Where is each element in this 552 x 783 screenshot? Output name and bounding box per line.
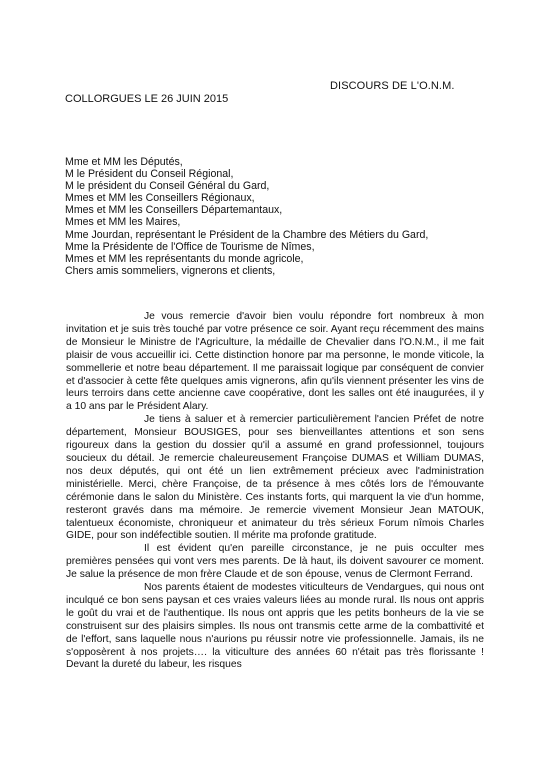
salutation-line: Mmes et MM les représentants du monde agricole, <box>65 252 304 265</box>
place-date: COLLORGUES LE 26 JUIN 2015 <box>65 93 229 105</box>
speech-title: DISCOURS DE L'O.N.M. <box>330 80 455 92</box>
salutation-line: Mmes et MM les Conseillers Régionaux, <box>65 192 255 205</box>
salutation-line: Chers amis sommeliers, vignerons et clients, <box>65 264 276 277</box>
salutation-line: Mmes et MM les Maires, <box>65 216 181 229</box>
paragraph: Je vous remercie d'avoir bien voulu répondre fort nombreux à mon invitation et je suis très touché par votre présence ce soir. Ayant reçu récemment des mains de Monsieur le Ministre de l'Agriculture, la médaille de Chevalier dans l'O.N.M., il me fait plaisir de vous accueillir ici. Cette distinction honore par ma personne, le monde viticole, la sommellerie et notre beau département. Il me paraissait logique par conséquent de convier et d'associer à cette fête quelques amis vignerons, afin qu'ils viennent présenter les vins de leurs terroirs dans cette ancienne cave coopérative, dont les salles ont été inaugurées, il y a 10 ans par le Président Alary. <box>66 311 484 413</box>
paragraph: Il est évident qu'en pareille circonstance, je ne puis occulter mes premières pensées qui vont vers mes parents. De là haut, ils doivent savourer ce moment. Je salue la présence de mon frère Claude et de son épouse, venus de Clermont Ferrand. <box>66 543 484 581</box>
salutation-line: Mme et MM les Députés, <box>65 156 183 168</box>
salutation-line: Mmes et MM les Conseillers Départemantaux, <box>65 204 283 217</box>
speech-body <box>66 311 484 672</box>
salutation-line: Mme la Présidente de l'Office de Tourisme de Nîmes, <box>65 240 315 253</box>
salutation-block <box>65 156 495 277</box>
paragraph: Je tiens à saluer et à remercier particulièrement l'ancien Préfet de notre département, Monsieur BOUSIGES, pour ses bienveillantes attentions et son sens rigoureux dans la gestion du dossier qu'il a assumé en grand professionnel, toujours soucieux du détail. Je remercie chaleureusement Françoise DUMAS et William DUMAS, nos deux députés, qui ont été un lien extrêmement précieux avec l'administration ministérielle. Merci, chère Françoise, de ta présence à mes côtés lors de l'émouvante cérémonie dans le salon du Ministère. Ces instants forts, qui marquent la vie d'un homme, resteront gravés dans ma mémoire. Je remercie vivement Monsieur Jean MATOUK, talentueux économiste, chroniqueur et animateur du très sérieux Forum nîmois Charles GIDE, pour son indéfectible soutien. Il mérite ma profonde gratitude. <box>66 414 484 542</box>
salutation-line: Mme Jourdan, représentant le Président de la Chambre des Métiers du Gard, <box>65 228 429 241</box>
salutation-line: M le président du Conseil Général du Gard, <box>65 180 270 193</box>
salutation-line: M le Président du Conseil Régional, <box>65 168 234 181</box>
paragraph: Nos parents étaient de modestes viticulteurs de Vendargues, qui nous ont inculqué ce bon sens paysan et ces vraies valeurs liées au monde rural. Ils nous ont appris le goût du vrai et de l'authentique. Ils nous ont appris que les petits bonheurs de la vie se construisent sur des plaisirs simples. Ils nous ont transmis cette arme de la combattivité et de l'effort, sans laquelle nous n'aurions pu réussir notre vie professionnelle. Jamais, ils ne s'opposèrent à nos projets…. la viticulture des années 60 n'était pas très florissante ! Devant la dureté du labeur, les risques <box>66 582 484 671</box>
